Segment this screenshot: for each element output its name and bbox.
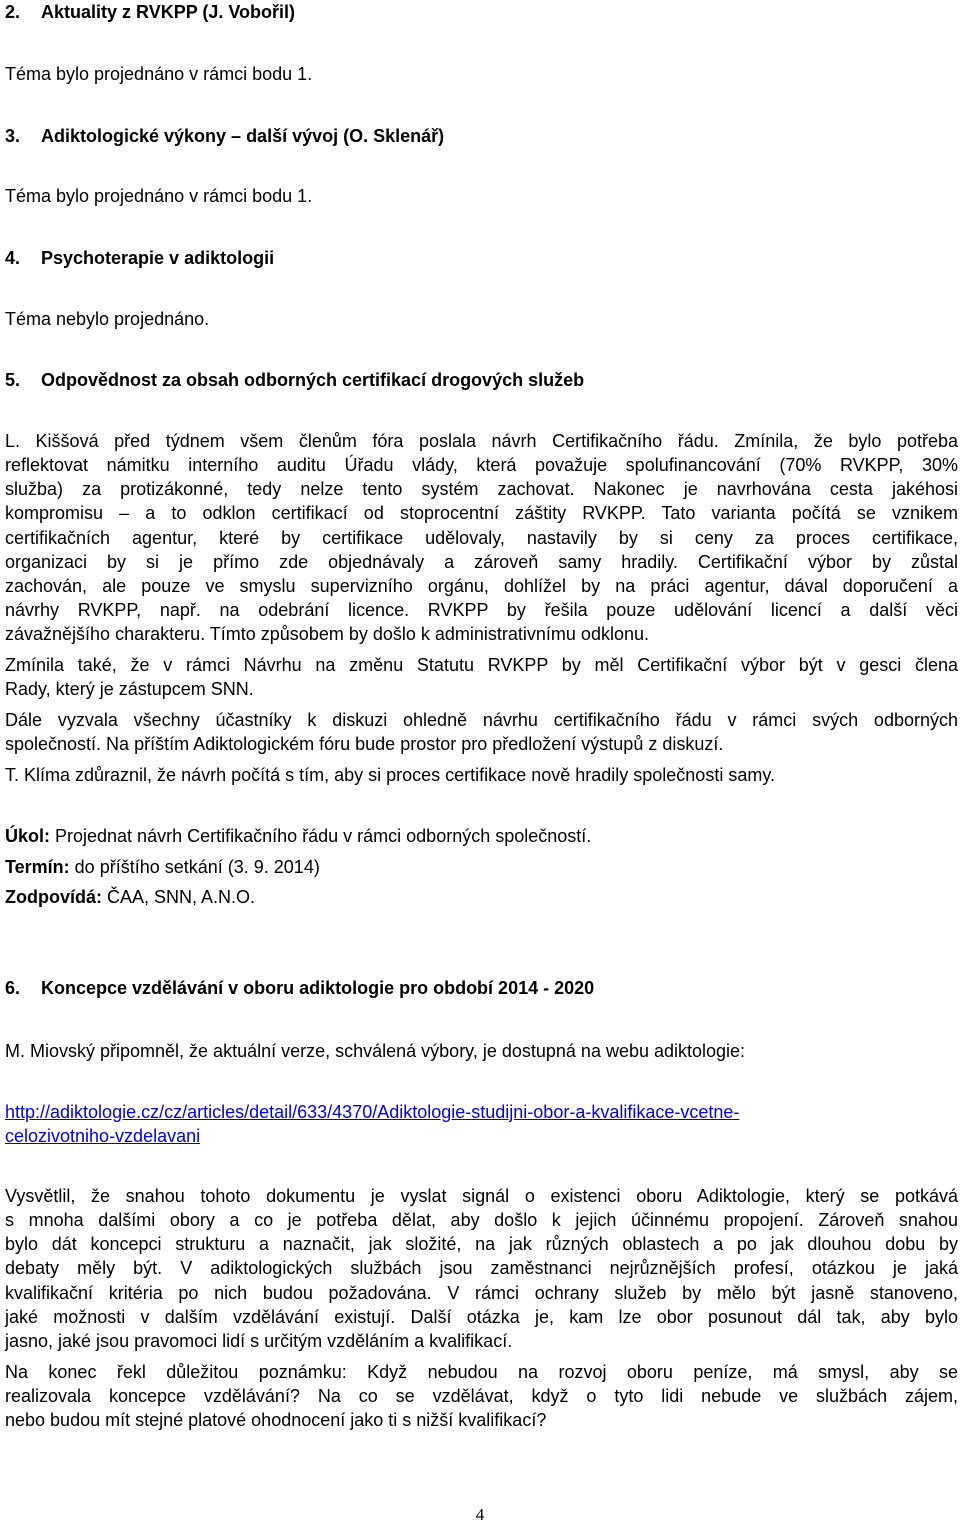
paragraph-line: organizaci by si je přímo zde objednávaly a zároveň samy hradily. Certifikační výbor by zůstal (5, 552, 958, 572)
deadline-line: Termín: do příštího setkání (3. 9. 2014) (5, 857, 320, 877)
paragraph-line: Dále vyzvala všechny účastníky k diskuzi ohledně návrhu certifikačního řádu v rámci svých odborných (5, 710, 958, 730)
paragraph-line: Vysvětlil, že snahou tohoto dokumentu je vyslat signál o existenci oboru Adiktologie, který se potkává (5, 1186, 958, 1206)
paragraph-line: T. Klíma zdůraznil, že návrh počítá s tím, aby si proces certifikace nově hradily společnosti samy. (5, 765, 775, 785)
responsible-line: Zodpovídá: ČAA, SNN, A.N.O. (5, 887, 256, 907)
task-line: Úkol: Projednat návrh Certifikačního řádu v rámci odborných společností. (5, 826, 592, 846)
section-note: Téma bylo projednáno v rámci bodu 1. (5, 64, 313, 84)
paragraph-line: s mnoha dalšími obory a co je potřeba dělat, aby došlo k jejich účinnému propojení. Zároveň snahou (5, 1210, 958, 1230)
adiktologie-link[interactable]: celozivotniho-vzdelavani (5, 1126, 201, 1146)
paragraph-line: služba) za protizákonné, tedy nelze tento systém zachovat. Nakonec je navrhována cesta jakéhosi (5, 479, 958, 499)
paragraph-line: kvalifikační kritéria po nich budou požadována. V rámci ochrany služeb by mělo být jasně stanoveno, (5, 1283, 958, 1303)
paragraph-line: nebo budou mít stejné platové ohodnocení jako ti s nižší kvalifikací? (5, 1410, 547, 1430)
paragraph-line: Rady, který je zástupcem SNN. (5, 679, 254, 699)
paragraph-line: Zmínila také, že v rámci Návrhu na změnu Statutu RVKPP by měl Certifikační výbor být v gesci člena (5, 655, 958, 675)
paragraph-line: M. Miovský připomněl, že aktuální verze, schválená výbory, je dostupná na webu adiktologie: (5, 1041, 746, 1061)
paragraph-line: jasno, jaké jsou pravomoci lidí s určitým vzděláním a kvalifikací. (5, 1331, 513, 1351)
section-heading: 2. Aktuality z RVKPP (J. Vobořil) (5, 2, 296, 22)
section-note: Téma bylo projednáno v rámci bodu 1. (5, 186, 313, 206)
paragraph-line: reflektovat námitku interního auditu Úřadu vlády, která považuje spolufinancování (70% RVKPP, 30% (5, 455, 958, 475)
paragraph-line: návrhy RVKPP, např. na odebrání licence. RVKPP by řešila pouze udělování licencí a další věci (5, 600, 958, 620)
paragraph-line: závažnějšího charakteru. Tímto způsobem by došlo k administrativnímu odklonu. (5, 624, 649, 644)
paragraph-line: kompromisu – a to odklon certifikací od stoprocentní záštity RVKPP. Tato varianta počítá se vznikem (5, 503, 958, 523)
section-heading: 6. Koncepce vzdělávání v oboru adiktologie pro období 2014 - 2020 (5, 978, 595, 998)
section-heading: 5. Odpovědnost za obsah odborných certifikací drogových služeb (5, 370, 585, 390)
paragraph-line: Na konec řekl důležitou poznámku: Když nebudou na rozvoj oboru peníze, má smysl, aby se (5, 1362, 958, 1382)
paragraph-line: realizovala koncepce vzdělávání? Na co se vzdělávat, když o tyto lidi nebude ve službách zájem, (5, 1386, 958, 1406)
paragraph-line: jaké možnosti v dalším vzdělávání existují. Další otázka je, kam lze obor posunout dál tak, aby bylo (5, 1307, 958, 1327)
paragraph-line: L. Kiššová před týdnem všem členům fóra poslala návrh Certifikačního řádu. Zmínila, že bylo potřeba (5, 431, 958, 451)
page-number: 4 (475, 1505, 485, 1524)
paragraph-line: certifikačních agentur, které by certifikace udělovaly, nastavily by si ceny za proces certifikace, (5, 528, 958, 548)
section-heading: 3. Adiktologické výkony – další vývoj (O. Sklenář) (5, 126, 445, 146)
paragraph-line: zachován, ale pouze ve smyslu supervizního orgánu, dohlížel by na práci agentur, dával doporučení a (5, 576, 958, 596)
paragraph-line: debaty měly být. V adiktologických službách jsou zaměstnanci nejrůznějších profesí, otázkou je jaká (5, 1258, 958, 1278)
section-note: Téma nebylo projednáno. (5, 309, 210, 329)
paragraph-line: bylo dát koncepci strukturu a naznačit, jak složité, na jak různých oblastech a po jak dlouhou dobu by (5, 1234, 958, 1254)
section-heading: 4. Psychoterapie v adiktologii (5, 248, 275, 268)
paragraph-line: společností. Na příštím Adiktologickém fóru bude prostor pro předložení výstupů z diskuzí. (5, 734, 724, 754)
adiktologie-link[interactable]: http://adiktologie.cz/cz/articles/detail/633/4370/Adiktologie-studijni-obor-a-kvalifikace-vcetne- (5, 1102, 740, 1122)
